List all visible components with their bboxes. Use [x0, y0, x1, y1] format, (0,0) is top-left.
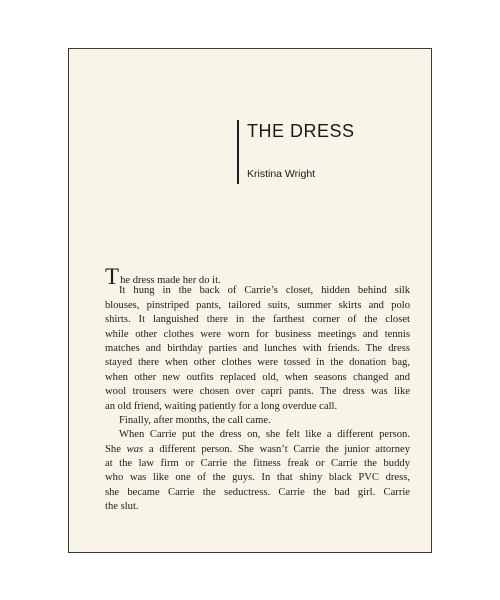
text-line: when other new outfits replaced old, when seasons changed and	[105, 371, 410, 383]
text-line: wool trousers were chosen over capri pants. The dress was like	[105, 386, 410, 398]
chapter-title: THE DRESS	[247, 121, 355, 141]
text-line: while other clothes were worn for business meetings and tennis	[105, 328, 410, 340]
text-line: The dress made her do it.	[105, 264, 221, 289]
chapter-body	[105, 264, 411, 515]
text-line: Finally, after months, the call came.	[119, 414, 271, 426]
text-line: she became Carrie the seductress. Carrie the bad girl. Carrie	[105, 486, 410, 498]
text-line: When Carrie put the dress on, she felt like a different person.	[119, 429, 410, 441]
text-line: the slut.	[105, 501, 139, 513]
drop-cap: T	[105, 264, 120, 289]
text-line: stayed there when other clothes were tossed in the donation bag,	[105, 357, 410, 369]
text-line: who was like one of the guys. In that shiny black PVC dress,	[105, 472, 410, 484]
text-line: She was a different person. She wasn’t Carrie the junior attorney	[105, 443, 411, 455]
book-page	[68, 48, 432, 553]
text-line: blouses, pinstriped pants, tailored suits, summer skirts and polo	[105, 299, 410, 311]
text-line: matches and birthday parties and lunches with friends. The dress	[105, 342, 410, 354]
text-line: It hung in the back of Carrie’s closet, hidden behind silk	[119, 285, 410, 297]
text-line: an old friend, waiting patiently for a long overdue call.	[105, 400, 338, 412]
title-rule	[237, 120, 239, 184]
text-line: shirts. It languished there in the farthest corner of the closet	[105, 314, 410, 326]
chapter-author: Kristina Wright	[247, 168, 316, 180]
text-line: at the law firm or Carrie the fitness freak or Carrie the buddy	[105, 458, 410, 470]
emphasis: was	[126, 443, 144, 455]
